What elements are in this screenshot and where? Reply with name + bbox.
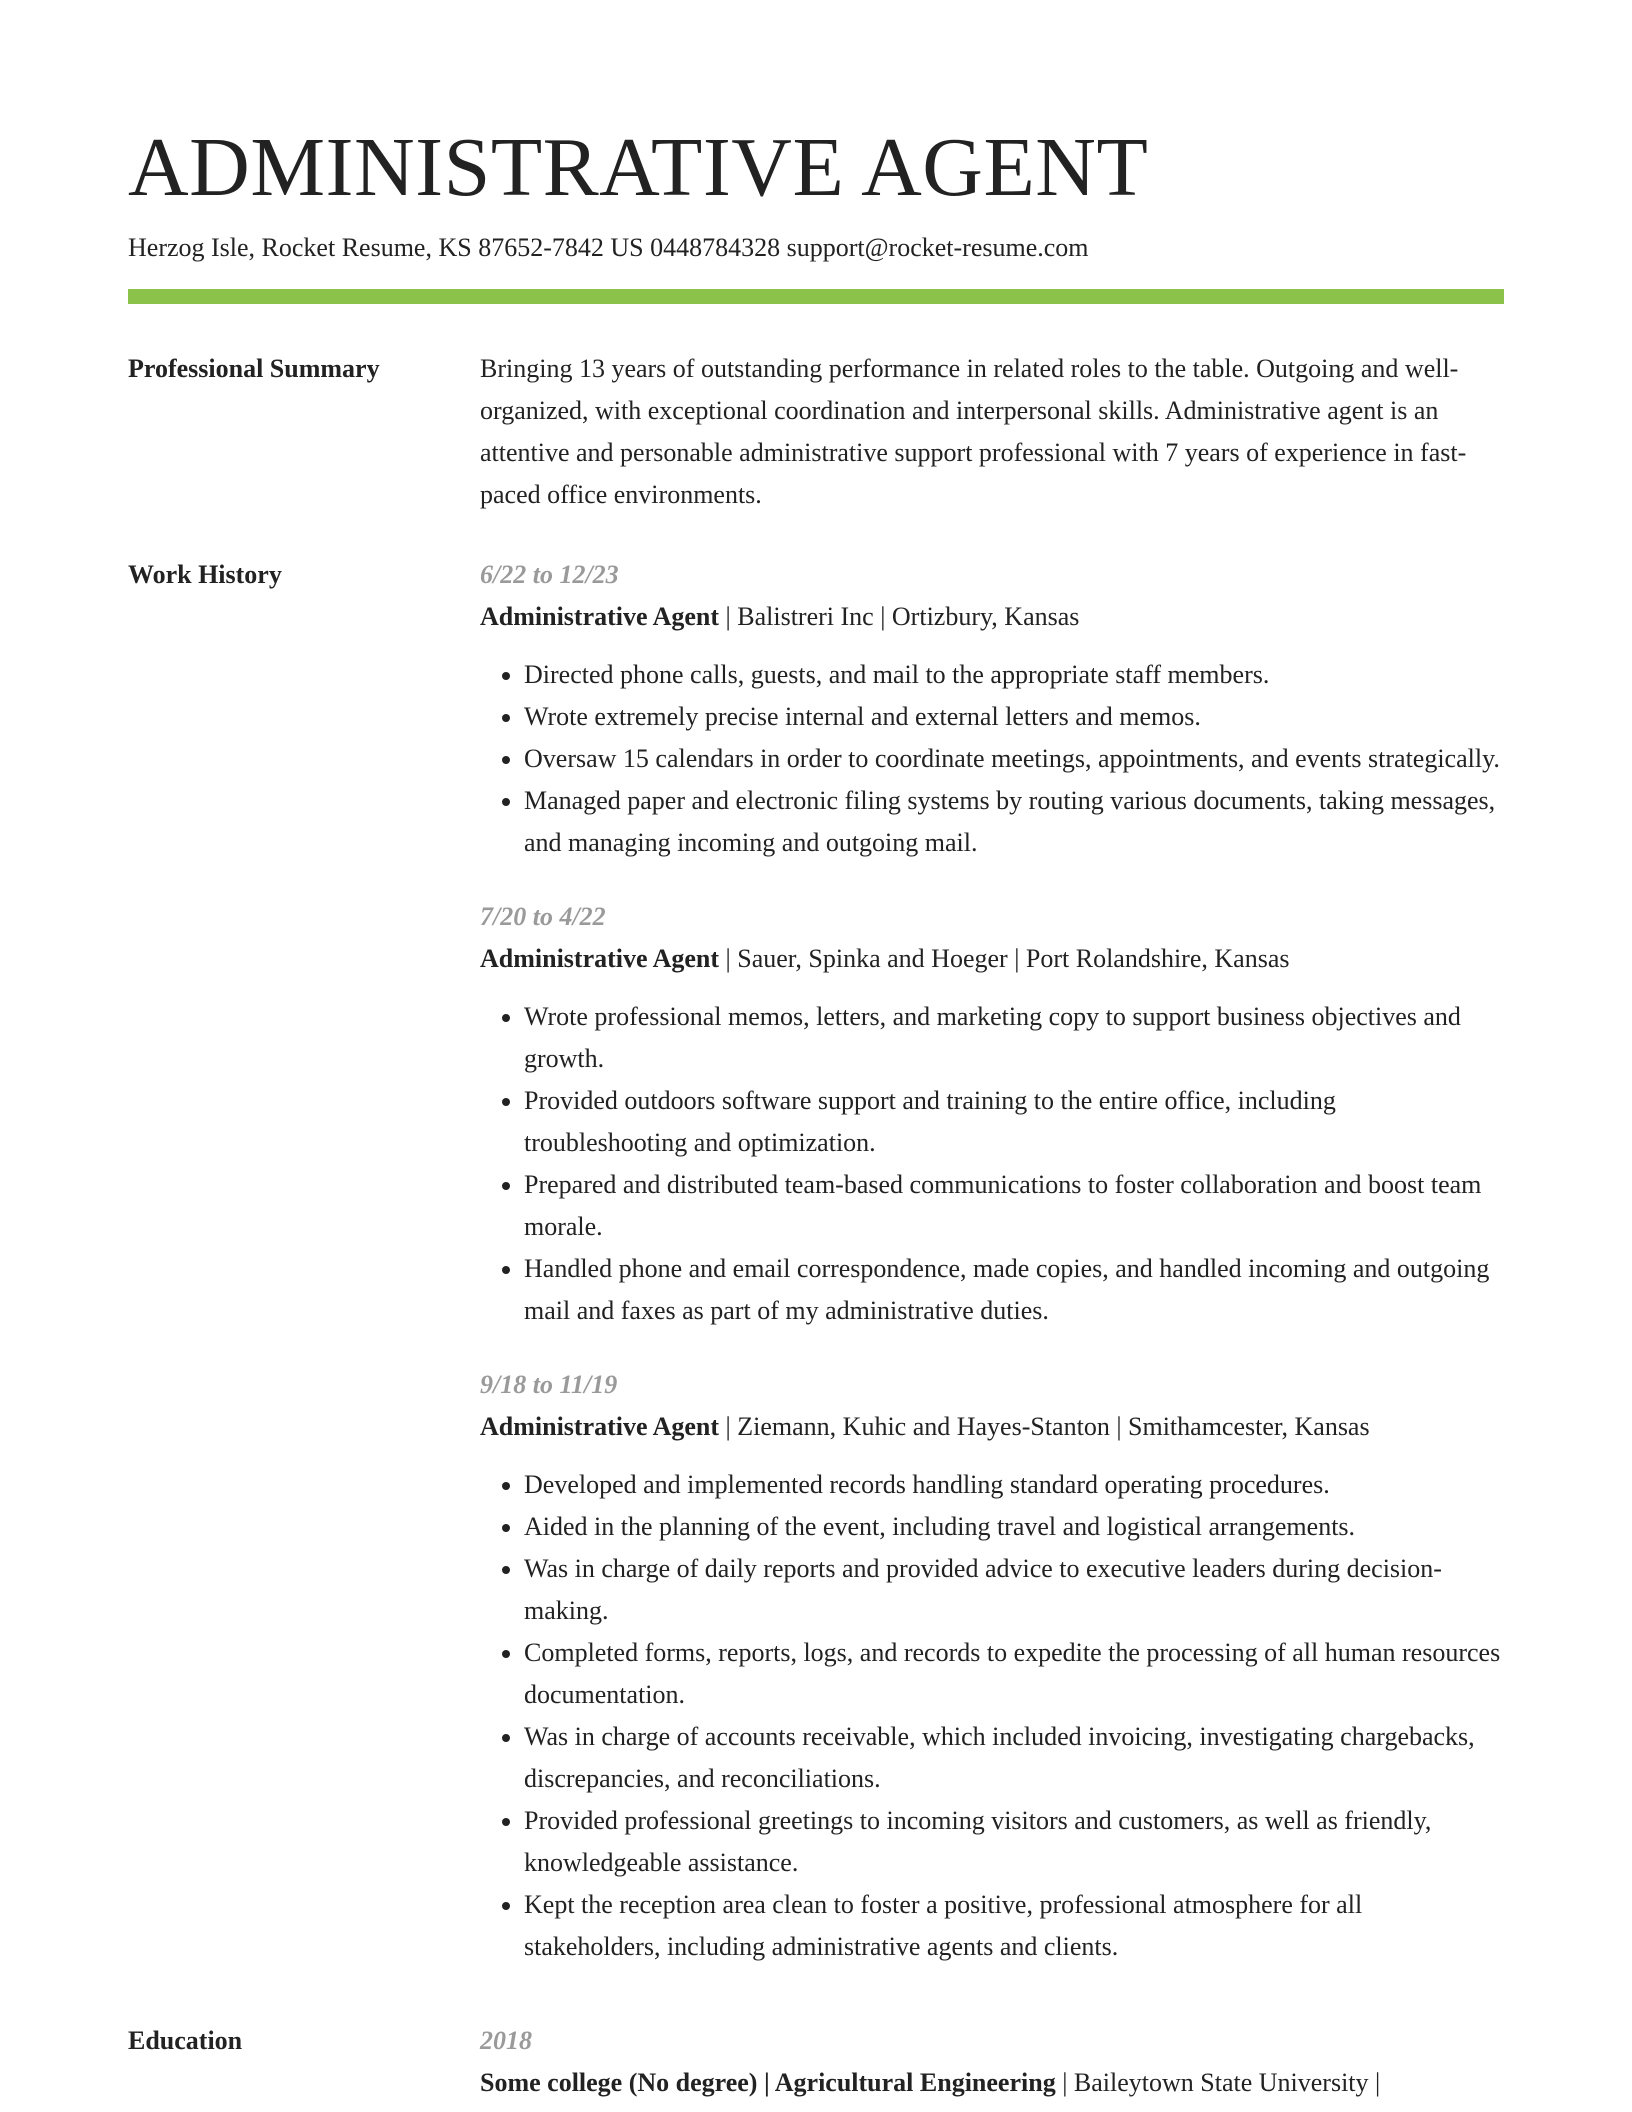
job-bullets [480, 654, 1504, 864]
summary-label: Professional Summary [128, 354, 380, 383]
contact-info: Herzog Isle, Rocket Resume, KS 87652-7842 US 0448784328 support@rocket-resume.com [128, 233, 1089, 262]
list-item: • Wrote professional memos, letters, and marketing copy to support business objectives and growth. [524, 996, 1504, 1080]
education-section [128, 2020, 1504, 2104]
list-item: • Provided outdoors software support and training to the entire office, including troubleshooting and optimization. [524, 1080, 1504, 1164]
job-bullets [480, 1464, 1504, 1968]
job-details: | Ziemann, Kuhic and Hayes-Stanton | Smithamcester, Kansas [719, 1412, 1370, 1441]
job-entry [480, 1364, 1504, 1968]
job-dates: 9/18 to 11/19 [480, 1370, 618, 1399]
list-item: • Managed paper and electronic filing systems by routing various documents, taking messages, and managing incoming and outgoing mail. [524, 780, 1504, 864]
education-school: | Baileytown State University | [1055, 2068, 1381, 2097]
job-dates: 6/22 to 12/23 [480, 560, 619, 589]
list-item: • Wrote extremely precise internal and external letters and memos. [524, 696, 1504, 738]
list-item: • Handled phone and email correspondence, made copies, and handled incoming and outgoing mail and faxes as part of my administrative duties. [524, 1248, 1504, 1332]
job-dates: 7/20 to 4/22 [480, 902, 606, 931]
job-entry [480, 896, 1504, 1332]
education-degree: Some college (No degree) | Agricultural Engineering [480, 2068, 1056, 2097]
education-year: 2018 [480, 2026, 532, 2055]
job-entry [480, 554, 1504, 864]
education-label: Education [128, 2026, 243, 2055]
list-item: • Oversaw 15 calendars in order to coordinate meetings, appointments, and events strategically. [524, 738, 1504, 780]
education-heading [480, 2062, 1504, 2104]
resume-page [128, 118, 1504, 2104]
job-title: Administrative Agent [480, 1412, 720, 1441]
job-heading [480, 1406, 1504, 1448]
list-item: • Prepared and distributed team-based communications to foster collaboration and boost team morale. [524, 1164, 1504, 1248]
accent-divider [128, 289, 1504, 304]
list-item: • Was in charge of accounts receivable, which included invoicing, investigating chargebacks, discrepancies, and reconciliations. [524, 1716, 1504, 1800]
work-history-list [480, 554, 1504, 2000]
work-history-label: Work History [128, 560, 282, 589]
summary-section [128, 348, 1504, 516]
job-bullets [480, 996, 1504, 1332]
list-item: • Aided in the planning of the event, including travel and logistical arrangements. [524, 1506, 1504, 1548]
work-history-section [128, 554, 1504, 2000]
list-item: • Directed phone calls, guests, and mail to the appropriate staff members. [524, 654, 1504, 696]
job-details: | Balistreri Inc | Ortizbury, Kansas [719, 602, 1080, 631]
list-item: • Completed forms, reports, logs, and records to expedite the processing of all human resources documentation. [524, 1632, 1504, 1716]
list-item: • Kept the reception area clean to foster a positive, professional atmosphere for all stakeholders, including administrative agents and clients. [524, 1884, 1504, 1968]
job-heading [480, 938, 1504, 980]
list-item: • Developed and implemented records handling standard operating procedures. [524, 1464, 1504, 1506]
job-title: Administrative Agent [480, 944, 720, 973]
job-heading [480, 596, 1504, 638]
list-item: • Was in charge of daily reports and provided advice to executive leaders during decision-making. [524, 1548, 1504, 1632]
job-details: | Sauer, Spinka and Hoeger | Port Rolandshire, Kansas [719, 944, 1290, 973]
resume-title: ADMINISTRATIVE AGENT [128, 121, 1149, 214]
list-item: • Provided professional greetings to incoming visitors and customers, as well as friendly, knowledgeable assistance. [524, 1800, 1504, 1884]
job-title: Administrative Agent [480, 602, 720, 631]
summary-text: Bringing 13 years of outstanding performance in related roles to the table. Outgoing and well-organized, with exceptional coordination and interpersonal skills. Administrative agent is an attentive and personable administrative support professional with 7 years of experience in fast-paced office environments. [480, 354, 1467, 509]
